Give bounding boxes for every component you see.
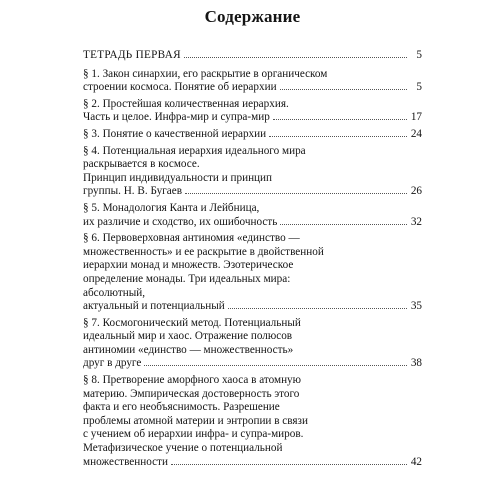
toc-entry-line: [83, 202, 422, 216]
page-title: Содержание: [204, 7, 301, 26]
toc-entry: [83, 202, 422, 229]
toc-entry-line: [83, 111, 422, 125]
toc-page-number: 32: [410, 215, 422, 228]
toc-entry-text: множественность» и ее раскрытие в двойственной: [83, 245, 324, 258]
toc-entry-text: иерархии монад и множеств. Эзотерическое: [83, 259, 294, 272]
toc-entry-text: проблемы атомной материи и энтропии в связи: [83, 414, 308, 427]
dot-leader: [273, 119, 407, 120]
toc-entry-line: [83, 287, 422, 301]
toc-entry-text: с учением об иерархии инфра- и супра-миров.: [83, 428, 304, 441]
toc-entry-line: [83, 172, 422, 186]
toc-entry-line: [83, 232, 422, 246]
toc-entry-line: [83, 185, 422, 199]
toc-entry: [83, 232, 422, 314]
toc-entry: [83, 374, 422, 469]
toc-page-number: 5: [416, 49, 422, 61]
toc-entry-text: друг в друге: [83, 357, 142, 370]
toc-page-number: 35: [410, 300, 422, 313]
toc-entry-line: [83, 415, 422, 429]
toc-entry-text: § 7. Космогонический метод. Потенциальный: [83, 316, 301, 329]
toc-entry-text: ТЕТРАДЬ ПЕРВАЯ: [83, 49, 181, 61]
toc-entry-line: [83, 401, 422, 415]
toc-entry-text: § 5. Монадология Канта и Лейбница,: [83, 201, 260, 214]
toc-entry-text: абсолютный,: [83, 286, 146, 299]
toc-entry-line: [83, 98, 422, 112]
dot-leader: [185, 193, 407, 194]
toc-page-number: 5: [416, 81, 422, 94]
toc-entry-text: определение монады. Три идеальных мира:: [83, 272, 291, 285]
toc-entry-text: их различие и сходство, их ошибочность: [83, 215, 278, 228]
toc-entry-line: [83, 456, 422, 470]
toc-entry-text: идеальный мир и хаос. Отражение полюсов: [83, 330, 293, 343]
toc-section-heading: [83, 49, 422, 63]
toc-entry: [83, 317, 422, 371]
toc-entry-text: Принцип индивидуальности и принцип: [83, 171, 273, 184]
toc-entry-line: [83, 428, 422, 442]
toc-entry-line: [83, 145, 422, 159]
toc-entry-line: [83, 68, 422, 82]
toc-entry: [83, 68, 422, 95]
toc-entry-text: § 3. Понятие о качественной иерархии: [83, 127, 267, 140]
toc-entry-text: материю. Эмпирическая достоверность этого: [83, 387, 300, 400]
toc-entry-line: [83, 388, 422, 402]
toc-entry-text: множественности: [83, 455, 168, 468]
toc-entry-text: § 4. Потенциальная иерархия идеального мира: [83, 144, 306, 157]
toc-entry: [83, 128, 422, 142]
toc-entry-text: строении космоса. Понятие об иерархии: [83, 81, 277, 94]
toc-entry-text: Метафизическое учение о потенциальной: [83, 442, 283, 455]
dot-leader: [171, 464, 407, 465]
toc-entry-text: актуальный и потенциальный: [83, 300, 225, 313]
toc-entry-line: [83, 158, 422, 172]
toc-entry-line: [83, 216, 422, 230]
toc-entry-line: [83, 344, 422, 358]
toc-entry-text: § 1. Закон синархии, его раскрытие в органическом: [83, 67, 328, 80]
toc-entry-line: [83, 273, 422, 287]
toc-entry-line: [83, 442, 422, 456]
toc-entry-text: § 6. Первоверховная антиномия «единство —: [83, 232, 300, 245]
toc-entry-line: [83, 128, 422, 142]
toc-entry-text: Часть и целое. Инфра-мир и супра-мир: [83, 111, 270, 124]
toc-entry: [83, 145, 422, 199]
toc-entry-text: раскрывается в космосе.: [83, 158, 200, 171]
toc-entry-line: [83, 246, 422, 260]
table-of-contents: [83, 49, 422, 469]
toc-entry-line: [83, 357, 422, 371]
toc-entry-line: [83, 81, 422, 95]
toc-entry-text: факта и его необъяснимость. Разрешение: [83, 401, 280, 414]
toc-entry-line: [83, 259, 422, 273]
toc-page-number: 42: [410, 455, 422, 468]
toc-page-number: 17: [410, 111, 422, 124]
toc-entry-line: [83, 374, 422, 388]
dot-leader: [144, 365, 407, 366]
toc-page-number: 38: [410, 357, 422, 370]
toc-entry-text: группы. Н. В. Бугаев: [83, 185, 182, 198]
toc-entry-text: антиномии «единство — множественность»: [83, 343, 294, 356]
toc-page-number: 24: [410, 127, 422, 140]
toc-entry-text: § 8. Претворение аморфного хаоса в атомную: [83, 374, 302, 387]
dot-leader: [269, 136, 407, 137]
toc-entry-line: [83, 330, 422, 344]
toc-entry-line: [83, 300, 422, 314]
toc-entry-text: § 2. Простейшая количественная иерархия.: [83, 97, 289, 110]
dot-leader: [184, 57, 407, 58]
toc-page-number: 26: [410, 185, 422, 198]
toc-entry-line: [83, 317, 422, 331]
dot-leader: [228, 308, 407, 309]
dot-leader: [280, 89, 407, 90]
dot-leader: [280, 224, 407, 225]
toc-entry: [83, 98, 422, 125]
toc-entry-line: [83, 49, 422, 63]
